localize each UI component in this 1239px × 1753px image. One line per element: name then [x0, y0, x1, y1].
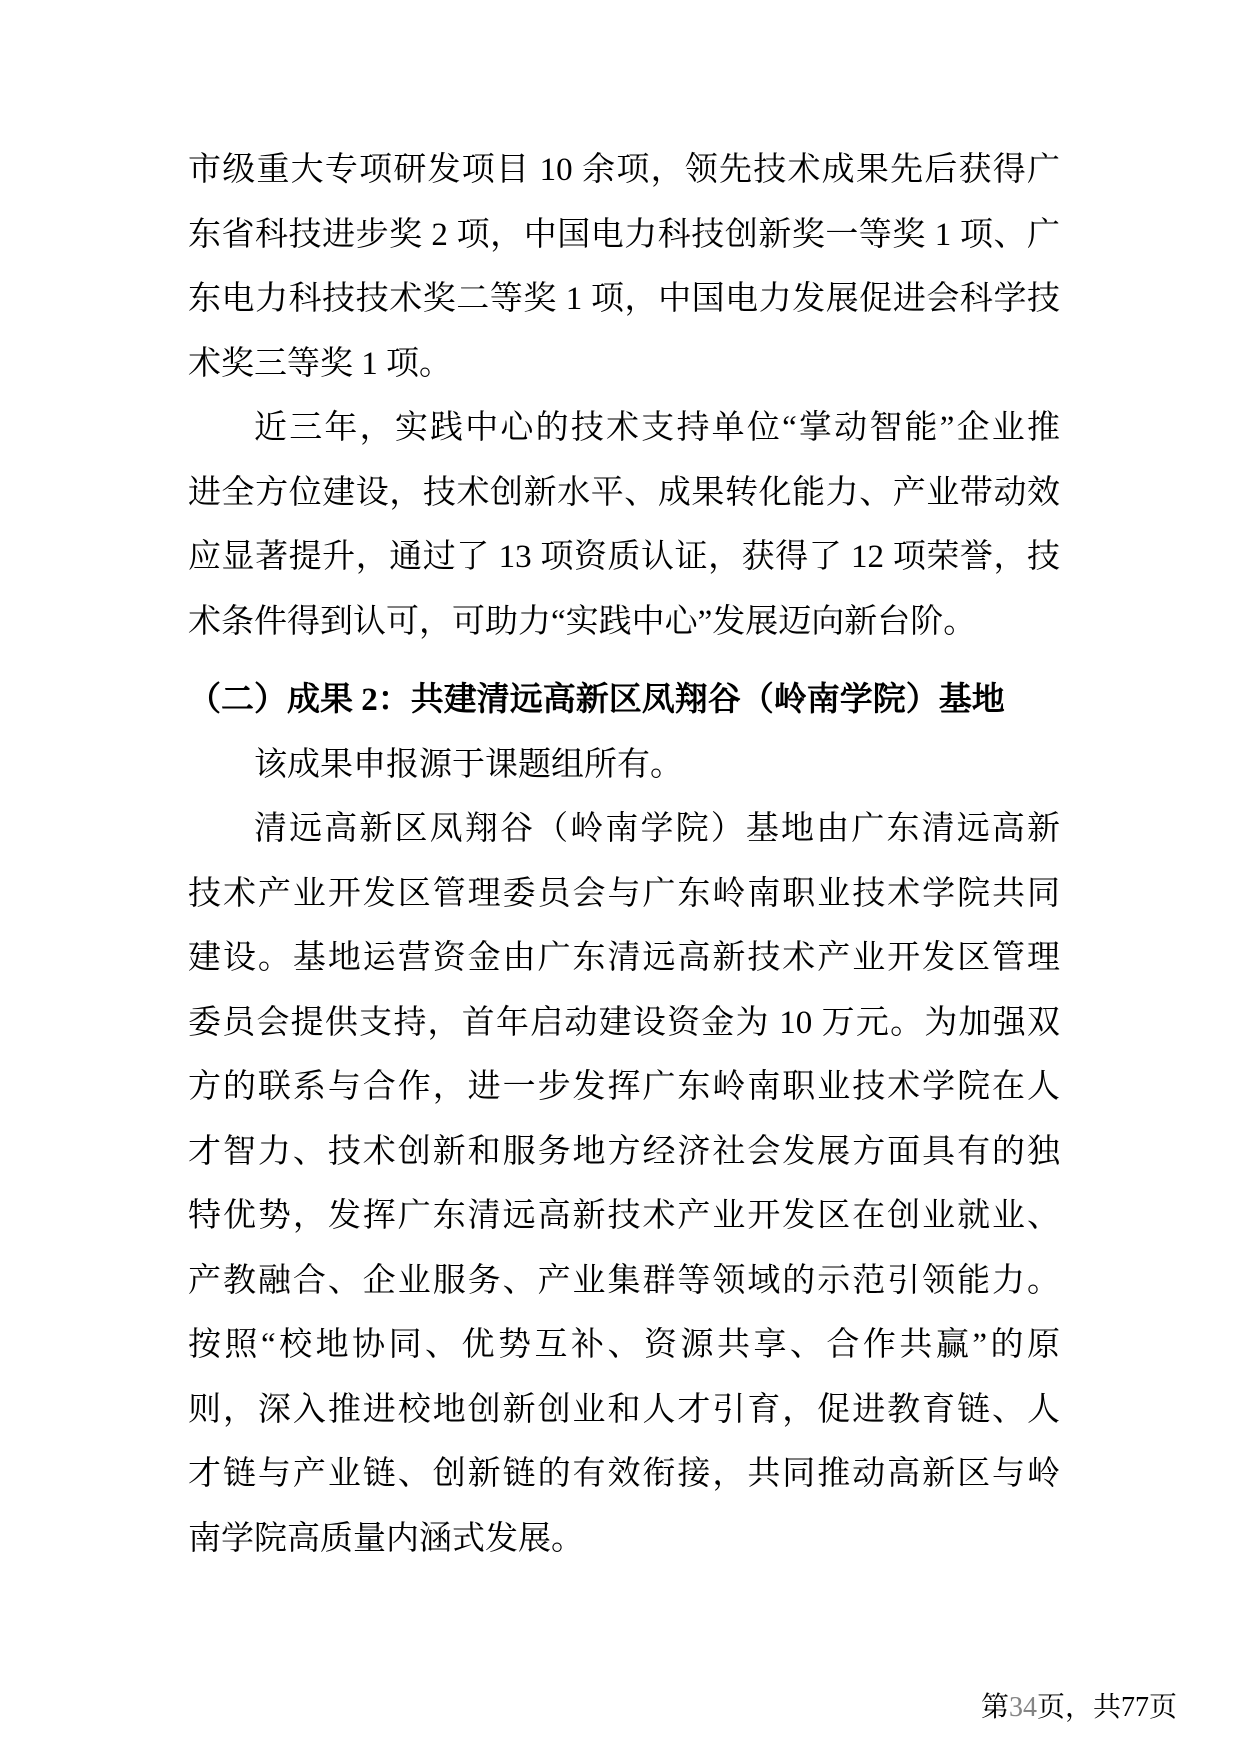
text-line: 市级重大专项研发项目 10 余项，领先技术成果先后获得广 — [188, 152, 1060, 188]
text-line: 近三年，实践中心的技术支持单位“掌动智能”企业推 — [254, 410, 1060, 446]
paragraph-awards — [188, 138, 1060, 396]
footer-label-page: 第 — [980, 1692, 1009, 1723]
text-line: 进全方位建设，技术创新水平、成果转化能力、产业带动效 — [188, 474, 1060, 511]
text-line: 才智力、技术创新和服务地方经济社会发展方面具有的独 — [188, 1133, 1060, 1170]
text-line: 则，深入推进校地创新创业和人才引育，促进教育链、人 — [188, 1391, 1060, 1428]
text-line: 清远高新区凤翔谷（岭南学院）基地由广东清远高新 — [254, 811, 1060, 847]
current-page-number: 34 — [1008, 1692, 1037, 1723]
heading-text: （二）成果 2：共建清远高新区凤翔谷（岭南学院）基地 — [188, 682, 1005, 718]
document-body — [188, 138, 1060, 1571]
text-line: 特优势，发挥广东清远高新技术产业开发区在创业就业、 — [188, 1198, 1060, 1234]
text-line: 建设。基地运营资金由广东清远高新技术产业开发区管理 — [188, 940, 1060, 976]
text-line: 南学院高质量内涵式发展。 — [188, 1520, 584, 1557]
text-line: 按照“校地协同、优势互补、资源共享、合作共赢”的原 — [188, 1327, 1060, 1363]
page-footer — [981, 1690, 1177, 1726]
text-line: 术奖三等奖 1 项。 — [188, 345, 452, 382]
text-line: 应显著提升，通过了 13 项资质认证，获得了 12 项荣誉，技 — [188, 539, 1060, 575]
paragraph-recent-years — [188, 396, 1060, 654]
text-line: 该成果申报源于课题组所有。 — [254, 746, 683, 783]
text-line: 技术产业开发区管理委员会与广东岭南职业技术学院共同 — [188, 875, 1060, 912]
text-line: 术条件得到认可，可助力“实践中心”发展迈向新台阶。 — [188, 603, 977, 640]
text-line: 产教融合、企业服务、产业集群等领域的示范引领能力。 — [188, 1262, 1060, 1299]
text-line: 东省科技进步奖 2 项，中国电力科技创新奖一等奖 1 项、广 — [188, 216, 1060, 253]
text-line: 方的联系与合作，进一步发挥广东岭南职业技术学院在人 — [188, 1069, 1060, 1105]
paragraph-base-description — [188, 797, 1060, 1571]
paragraph-result-source — [188, 733, 1060, 798]
footer-label-middle: 页，共 — [1036, 1692, 1121, 1723]
footer-label-pages: 页 — [1148, 1692, 1177, 1723]
total-page-number: 77 — [1120, 1692, 1149, 1723]
section-heading-result-2 — [188, 668, 1060, 733]
text-line: 才链与产业链、创新链的有效衔接，共同推动高新区与岭 — [188, 1456, 1060, 1492]
text-line: 委员会提供支持，首年启动建设资金为 10 万元。为加强双 — [188, 1004, 1060, 1041]
text-line: 东电力科技技术奖二等奖 1 项，中国电力发展促进会科学技 — [188, 281, 1060, 317]
